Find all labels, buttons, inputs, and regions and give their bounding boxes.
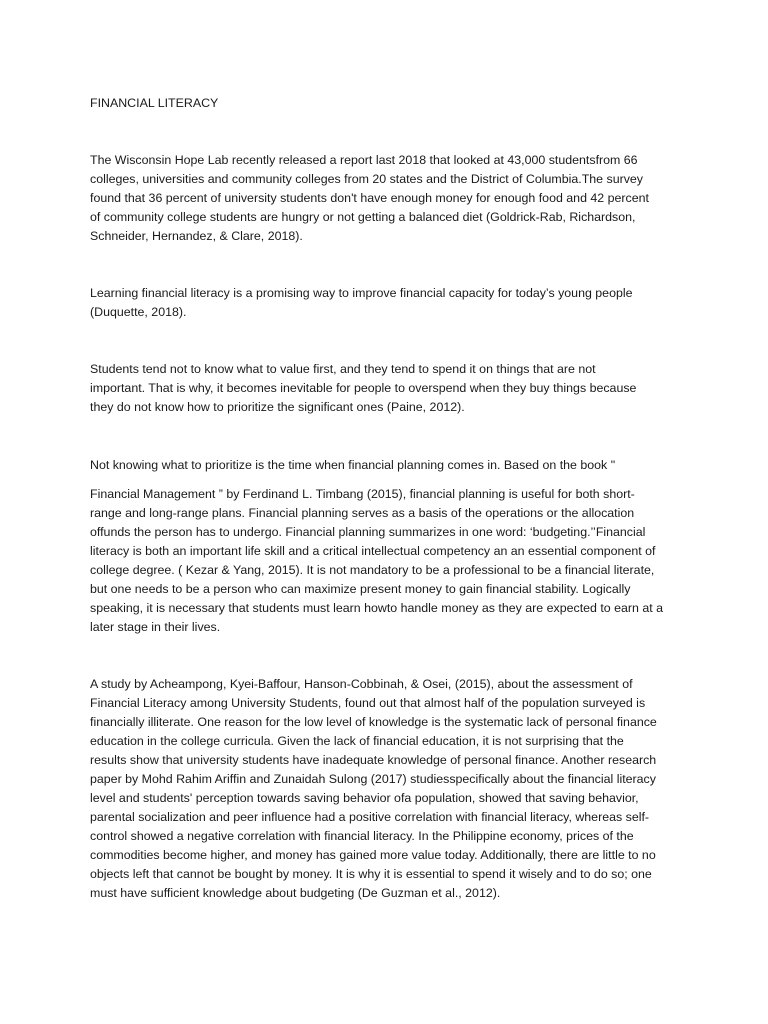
paragraph-line: results show that university students have inadequate knowledge of personal finance. Another research [90,753,657,767]
paragraph-line: college degree. ( Kezar & Yang, 2015). It is not mandatory to be a professional to be a financial literate, [90,563,655,577]
paragraph-line: of community college students are hungry or not getting a balanced diet (Goldrick-Rab, Richardson, [90,210,636,224]
paragraph-line: education in the college curricula. Given the lack of financial education, it is not surprising that the [90,734,624,748]
paragraph-line: Learning financial literacy is a promising way to improve financial capacity for today’s young people [90,286,633,300]
paragraph-line: paper by Mohd Rahim Ariffin and Zunaidah Sulong (2017) studiesspecifically about the financial literacy [90,772,656,786]
paragraph-line: control showed a negative correlation with financial literacy. In the Philippine economy, prices of the [90,829,634,843]
paragraph-line: range and long-range plans. Financial planning serves as a basis of the operations or the allocation [90,506,635,520]
paragraph-line: A study by Acheampong, Kyei-Baffour, Hanson-Cobbinah, & Osei, (2015), about the assessment of [90,677,633,691]
paragraph-line: Students tend not to know what to value first, and they tend to spend it on things that are not [90,362,596,376]
paragraph-line: must have sufficient knowledge about budgeting (De Guzman et al., 2012). [90,886,501,900]
paragraph-line: offunds the person has to undergo. Financial planning summarizes in one word: ‘budgeting.’’Financial [90,525,646,539]
paragraph-line: Schneider, Hernandez, & Clare, 2018). [90,229,303,243]
paragraph-line: Financial Literacy among University Students, found out that almost half of the population surveyed is [90,696,646,710]
paragraph-line: literacy is both an important life skill and a critical intellectual competency an an essential component of [90,544,656,558]
paragraph-line: important. That is why, it becomes inevitable for people to overspend when they buy things because [90,381,637,395]
paragraph-line: later stage in their lives. [90,620,221,634]
paragraph-line: they do not know how to prioritize the significant ones (Paine, 2012). [90,400,465,414]
paragraph-line: colleges, universities and community colleges from 20 states and the District of Columbia.The survey [90,172,644,186]
paragraph-line: (Duquette, 2018). [90,305,187,319]
paragraph-line: found that 36 percent of university students don't have enough money for enough food and 42 percent [90,191,649,205]
paragraph-line: parental socialization and peer influence had a positive correlation with financial literacy, whereas self- [90,810,650,824]
paragraph-line: financially illiterate. One reason for the low level of knowledge is the systematic lack of personal finance [90,715,657,729]
paragraph-line: Financial Management ” by Ferdinand L. Timbang (2015), financial planning is useful for both short- [90,487,635,501]
paragraph-line: but one needs to be a person who can maximize present money to gain financial stability. Logically [90,582,631,596]
paragraph-line: level and students' perception towards saving behavior ofa population, showed that saving behavior, [90,791,639,805]
paragraph-line: objects left that cannot be bought by money. It is why it is essential to spend it wisely and to do so; one [90,867,652,881]
paragraph-line: Not knowing what to prioritize is the time when financial planning comes in. Based on the book " [90,458,616,472]
paragraph-line: The Wisconsin Hope Lab recently released a report last 2018 that looked at 43,000 studentsfrom 66 [90,153,638,167]
paragraph-line: commodities become higher, and money has gained more value today. Additionally, there are little to no [90,848,656,862]
document-title: FINANCIAL LITERACY [90,96,219,110]
paragraph-line: speaking, it is necessary that students must learn howto handle money as they are expected to earn at a [90,601,664,615]
